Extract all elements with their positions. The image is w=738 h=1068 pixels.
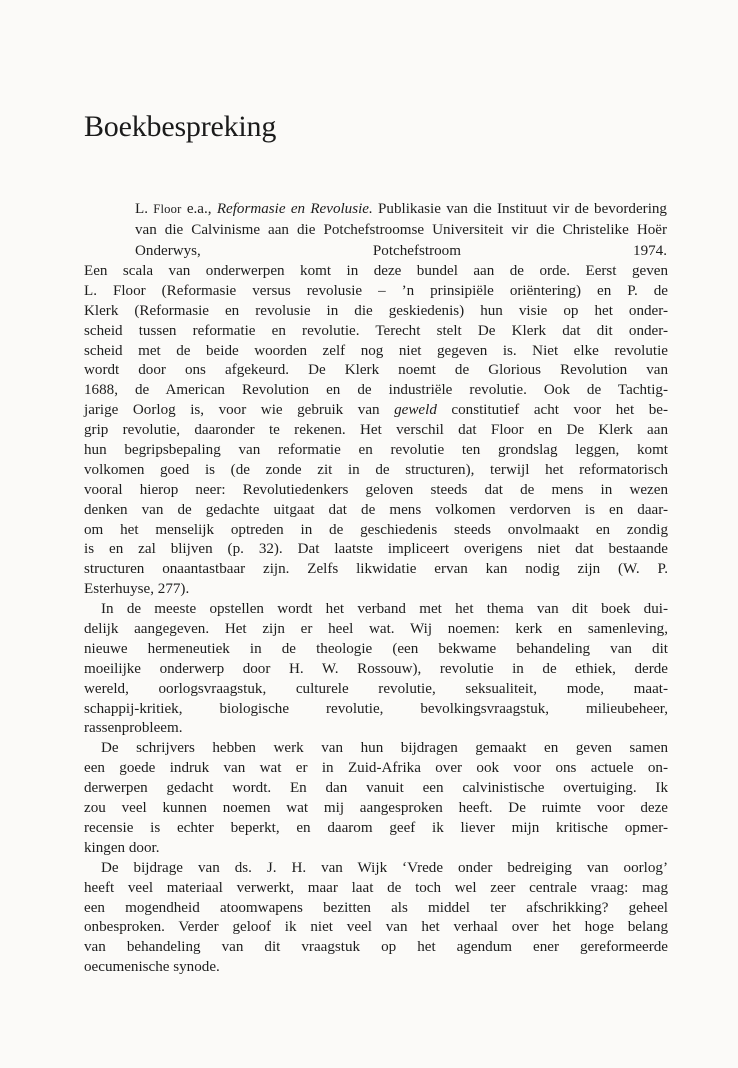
text-segment: volkomen goed is (de zonde zit in de structuren), terwijl het reformatorisch [84, 461, 668, 478]
text-line [84, 759, 668, 779]
text-segment: nieuwe hermeneutiek in de theologie (een bekwame behandeling van dit [84, 640, 668, 657]
text-segment: rassenprobleem. [84, 720, 183, 737]
text-segment: Een scala van onderwerpen komt in deze bundel aan de orde. Eerst geven [84, 263, 668, 279]
text-segment: delijk aangegeven. Het zijn er heel wat. Wij noemen: kerk en samenleving, [84, 621, 668, 638]
text-line [84, 441, 668, 461]
text-line [84, 560, 668, 580]
text-line [84, 322, 668, 342]
text-segment: De schrijvers hebben werk van hun bijdragen gemaakt en geven samen [101, 740, 668, 757]
text-segment: oecumenische synode. [84, 959, 220, 976]
book-citation [135, 199, 667, 262]
text-line [84, 859, 668, 879]
text-line [84, 680, 668, 700]
text-line [84, 381, 668, 401]
text-line [84, 361, 668, 381]
text-segment: structuren onaantastbaar zijn. Zelfs likwidatie ervan kan nodig zijn (W. P. [84, 561, 668, 578]
text-line [84, 282, 668, 302]
text-line [84, 501, 668, 521]
text-line [84, 839, 668, 859]
text-line [84, 958, 668, 978]
after-author: e.a., [181, 201, 217, 217]
text-line [84, 779, 668, 799]
text-segment: moeilijke onderwerp door H. W. Rossouw), revolutie in de ethiek, derde [84, 660, 668, 677]
text-line [84, 342, 668, 362]
text-segment: scheid tussen reformatie en revolutie. Terecht stelt De Klerk dat dit onder- [84, 322, 668, 339]
text-line [84, 481, 668, 501]
text-line [84, 580, 668, 600]
text-segment: schappij-kritiek, biologische revolutie, bevolkingsvraagstuk, milieubeheer, [84, 700, 668, 717]
text-line [84, 799, 668, 819]
emphasis-text: geweld [394, 402, 437, 419]
text-line [84, 620, 668, 640]
text-line [84, 640, 668, 660]
citation-details: Publikasie van die Instituut vir de bevordering van die Calvinisme aan die Potchefstroomse Universiteit vir die Christelike Hoër Onderwys, Potchefstroom 1974. [135, 201, 667, 259]
text-segment: een mogendheid atoomwapens bezitten als middel ter afschrikking? geheel [84, 899, 668, 916]
text-segment: constitutief acht voor het be- [436, 402, 669, 419]
text-segment: scheid met de beide woorden zelf nog niet gegeven is. Niet elke revolutie [84, 342, 668, 359]
author-initial: L. [135, 201, 154, 217]
text-segment: hun begripsbepaling van reformatie en revolutie ten grondslag leggen, komt [84, 442, 668, 459]
text-segment: een goede indruk van wat er in Zuid-Afrika over ook voor ons actuele on- [84, 760, 668, 777]
text-segment: 1688, de American Revolution en de industriële revolutie. Ook de Tachtig- [84, 382, 668, 399]
text-line [84, 660, 668, 680]
review-body [84, 262, 668, 978]
text-segment: van behandeling van dit vraagstuk op het agendum ener gereformeerde [84, 939, 668, 956]
text-line [84, 819, 668, 839]
text-segment: Klerk (Reformasie en revolusie in die geskiedenis) hun visie op het onder- [84, 302, 668, 319]
book-title: Reformasie en Revolusie. [216, 201, 373, 217]
text-segment: recensie is echter beperkt, en daarom geef ik liever mijn kritische opmer- [84, 819, 668, 836]
text-line [84, 401, 668, 421]
text-line [84, 421, 668, 441]
text-line [84, 918, 668, 938]
text-segment: denken van de gedachte uitgaat dat de mens volkomen verdorven is en daar- [84, 501, 668, 518]
text-line [84, 739, 668, 759]
text-line [84, 719, 668, 739]
text-segment: om het menselijk optreden in de geschiedenis steeds onvolmaakt en zondig [84, 521, 668, 538]
text-segment: kingen door. [84, 839, 160, 856]
text-line [84, 938, 668, 958]
text-line [84, 540, 668, 560]
text-segment: onbesproken. Verder geloof ik niet veel van het verhaal over het hoge belang [84, 919, 668, 936]
text-line [84, 302, 668, 322]
text-segment: wordt door ons afgekeurd. De Klerk noemt de Glorious Revolution van [84, 362, 668, 379]
text-line [84, 700, 668, 720]
text-segment: L. Floor (Reformasie versus revolusie – ’n prinsipiële oriëntering) en P. de [84, 282, 668, 299]
text-line [84, 899, 668, 919]
text-segment: In de meeste opstellen wordt het verband met het thema van dit boek dui- [101, 601, 668, 618]
text-segment: heeft veel materiaal verwerkt, maar laat de toch wel zeer centrale vraag: mag [84, 879, 668, 896]
text-line [84, 461, 668, 481]
page-title: Boekbespreking [84, 110, 277, 143]
text-segment: derwerpen gedacht wordt. En dan vanuit een calvinistische overtuiging. Ik [84, 780, 668, 797]
text-line [84, 600, 668, 620]
text-segment: Esterhuyse, 277). [84, 581, 190, 598]
text-segment: grip revolutie, daaronder te rekenen. Het verschil dat Floor en De Klerk aan [84, 422, 668, 439]
text-segment: De bijdrage van ds. J. H. van Wijk ‘Vrede onder bedreiging van oorlog’ [101, 859, 668, 876]
text-segment: zou veel kunnen noemen wat mij aangesproken heeft. De ruimte voor deze [84, 800, 668, 817]
text-line [84, 879, 668, 899]
author-surname: Floor [153, 202, 182, 216]
text-segment: is en zal blijven (p. 32). Dat laatste impliceert overigens niet dat bestaande [84, 541, 668, 558]
text-line [84, 262, 668, 282]
text-segment: vooral hierop neer: Revolutiedenkers geloven steeds dat de mens in wezen [84, 481, 668, 498]
text-line [84, 521, 668, 541]
text-segment: wereld, oorlogsvraagstuk, culturele revolutie, seksualiteit, mode, maat- [84, 680, 668, 697]
text-segment: jarige Oorlog is, voor wie gebruik van [84, 402, 395, 419]
